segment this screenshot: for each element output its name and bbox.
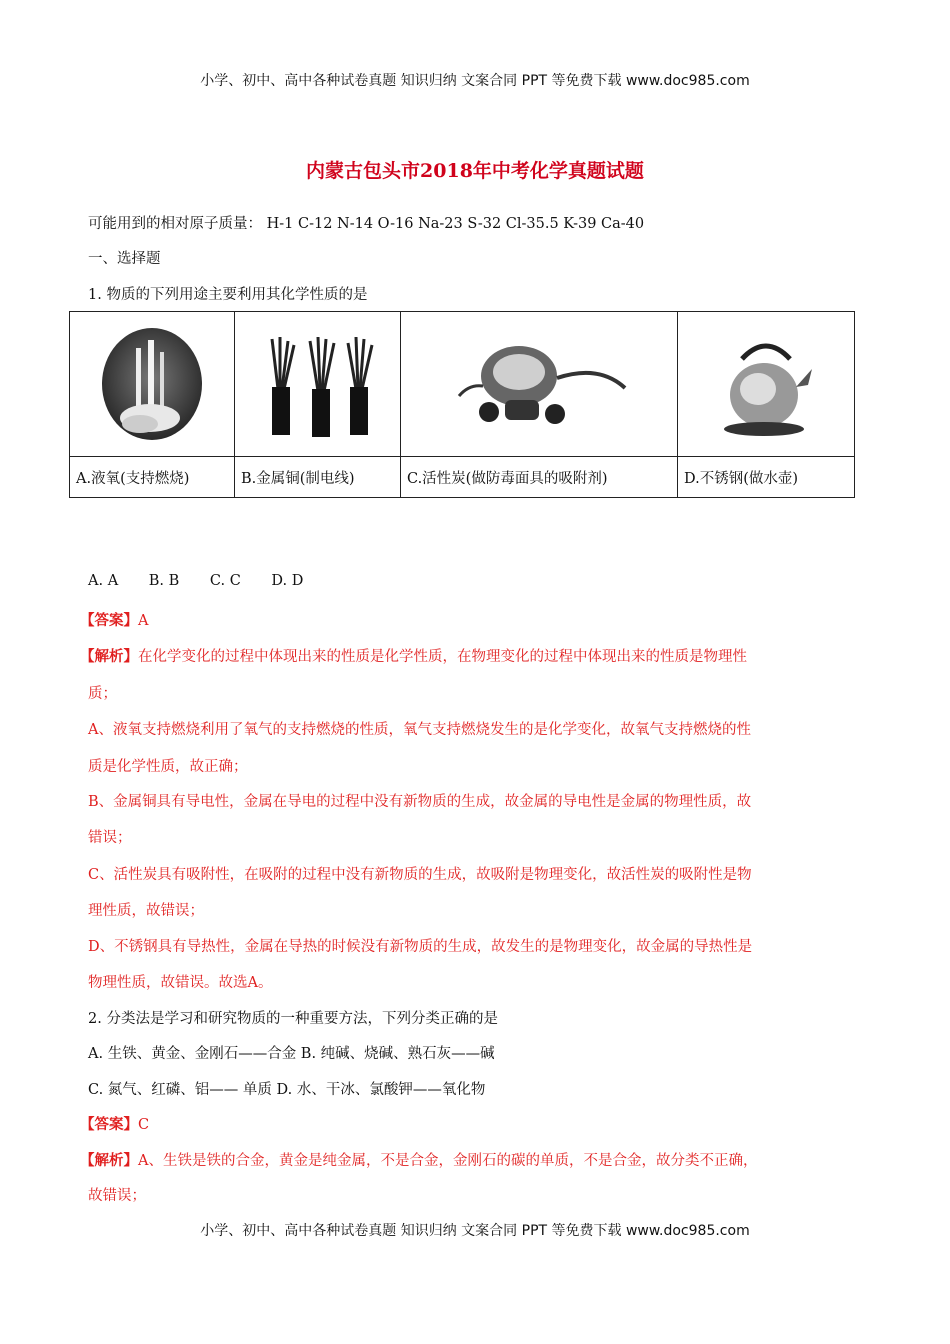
section-heading: 一、选择题 xyxy=(88,251,161,267)
q1-choice-b: B. B xyxy=(148,573,180,589)
q2-analysis-line: 故错误； xyxy=(88,1188,146,1204)
q1-analysis-line: 理性质，故错误； xyxy=(88,903,204,919)
q1-analysis-line: 【解析】在化学变化的过程中体现出来的性质是化学性质，在物理变化的过程中体现出来的性质是物理性 xyxy=(80,648,747,665)
option-a-label: A.液氧(支持燃烧) xyxy=(70,457,235,498)
page-header: 小学、初中、高中各种试卷真题 知识归纳 文案合同 PPT 等免费下载 www.doc985.com xyxy=(200,73,750,89)
q2-choices-line: A. 生铁、黄金、金刚石——合金 B. 纯碱、烧碱、熟石灰——碱 xyxy=(88,1046,495,1062)
q2-analysis-line: 【解析】A、生铁是铁的合金，黄金是纯金属，不是合金，金刚石的碳的单质，不是合金，故分类不正确， xyxy=(80,1152,758,1169)
q1-answer xyxy=(80,609,148,630)
option-c-image-cell xyxy=(401,312,678,457)
answer-value: A xyxy=(138,613,149,629)
q1-analysis-line: 物理性质，故错误。故选A。 xyxy=(88,975,273,991)
q2-stem: 2. 分类法是学习和研究物质的一种重要方法，下列分类正确的是 xyxy=(88,1011,498,1027)
q2-answer xyxy=(80,1113,149,1134)
answer-value: C xyxy=(138,1117,150,1133)
gas-mask-image xyxy=(449,334,629,434)
q2-choices-line: C. 氮气、红磷、铝—— 单质 D. 水、干冰、氯酸钾——氧化物 xyxy=(88,1082,486,1098)
q1-analysis-line: 错误； xyxy=(88,830,132,846)
analysis-tag: 【解析】 xyxy=(80,648,138,665)
q1-analysis-line: A、液氧支持燃烧利用了氧气的支持燃烧的性质，氧气支持燃烧发生的是化学变化，故氧气支持燃烧的性 xyxy=(88,722,751,738)
q1-choice-c: C. C xyxy=(209,573,241,589)
q1-options-table xyxy=(69,311,855,498)
rocket-launch-image xyxy=(100,326,204,442)
analysis-tag: 【解析】 xyxy=(80,1152,138,1169)
answer-tag: 【答案】 xyxy=(80,612,138,629)
q1-analysis-line: 质是化学性质，故正确； xyxy=(88,759,248,775)
page-title: 内蒙古包头市2018年中考化学真题试题 xyxy=(306,160,644,182)
q1-analysis-line: C、活性炭具有吸附性，在吸附的过程中没有新物质的生成，故吸附是物理变化，故活性炭的吸附性是物 xyxy=(88,867,752,883)
option-c-label: C.活性炭(做防毒面具的吸附剂) xyxy=(401,457,678,498)
option-b-image-cell xyxy=(235,312,401,457)
atomic-masses: 可能用到的相对原子质量： H-1 C-12 N-14 O-16 Na-23 S-32 Cl-35.5 K-39 Ca-40 xyxy=(88,216,645,232)
q1-stem: 1. 物质的下列用途主要利用其化学性质的是 xyxy=(88,287,368,303)
option-d-label: D.不锈钢(做水壶) xyxy=(678,457,855,498)
q1-analysis-line: D、不锈钢具有导热性，金属在导热的时候没有新物质的生成，故发生的是物理变化，故金属的导热性是 xyxy=(88,939,753,955)
q1-choices xyxy=(88,573,329,589)
answer-tag: 【答案】 xyxy=(80,1116,138,1133)
q1-analysis-line: 质； xyxy=(88,686,117,702)
q1-choice-d: D. D xyxy=(271,573,304,589)
q1-choice-a: A. A xyxy=(88,573,119,589)
page-footer: 小学、初中、高中各种试卷真题 知识归纳 文案合同 PPT 等免费下载 www.doc985.com xyxy=(200,1223,750,1239)
option-a-image-cell xyxy=(70,312,235,457)
option-b-label: B.金属铜(制电线) xyxy=(235,457,401,498)
kettle-image xyxy=(716,329,816,439)
q1-analysis-line: B、金属铜具有导电性，金属在导电的过程中没有新物质的生成，故金属的导电性是金属的物理性质，故 xyxy=(88,794,752,810)
option-d-image-cell xyxy=(678,312,855,457)
copper-wires-image xyxy=(258,329,378,439)
